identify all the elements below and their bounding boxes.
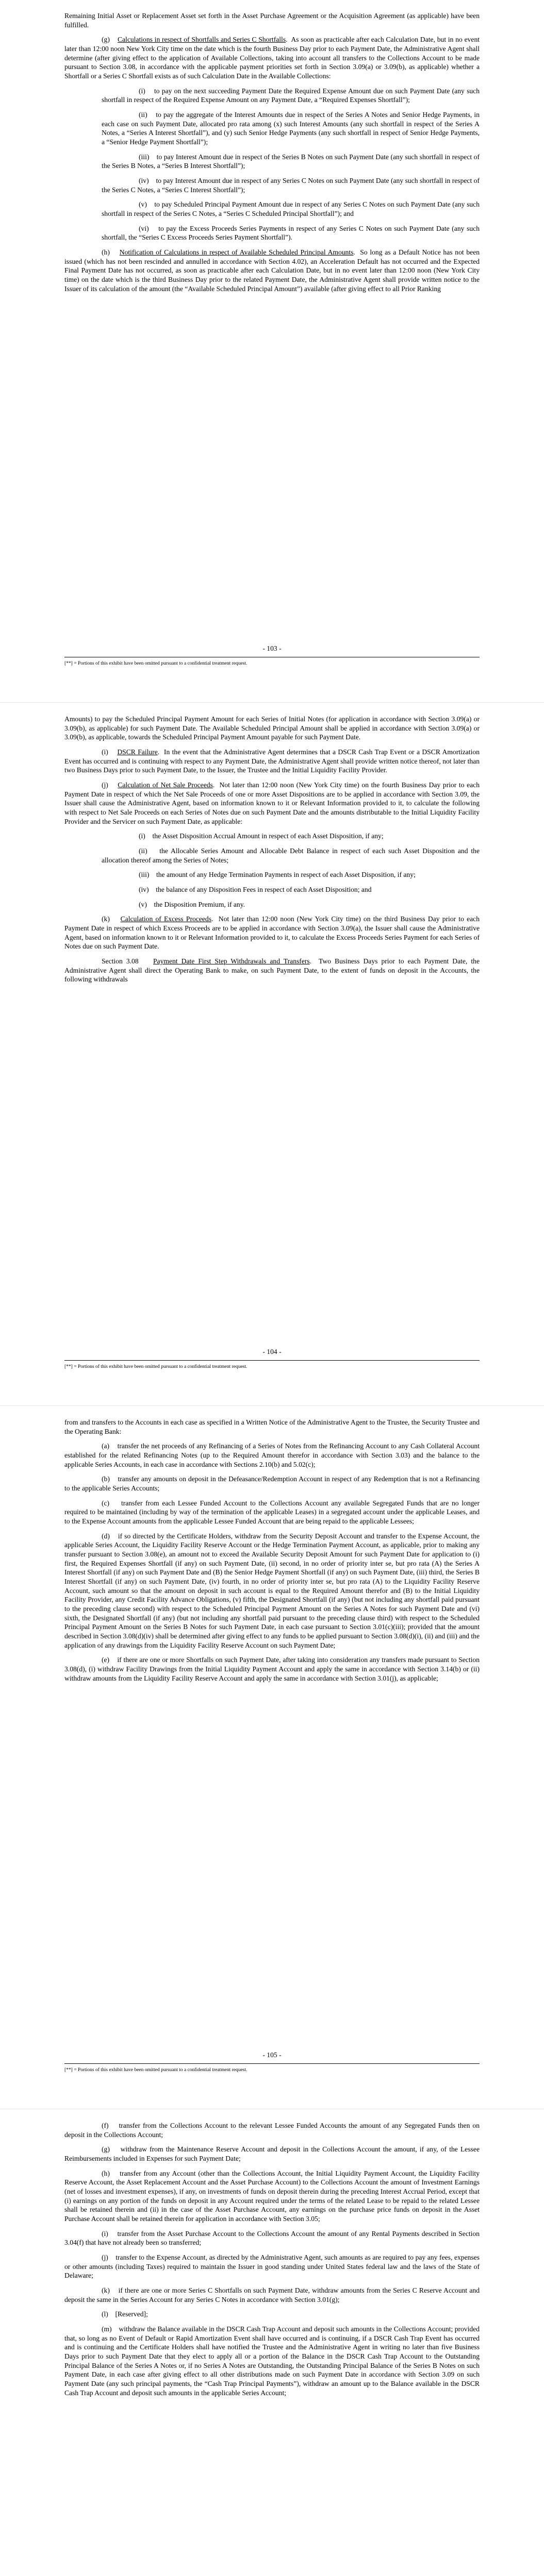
list-item: (iv) to pay Interest Amount due in respect of any Series C Notes on such Payment Date (any such shortfall in respect of the Series C Notes, a “Series C Interest Shortfall”); — [102, 177, 480, 194]
list-item: (j) transfer to the Expense Account, as directed by the Administrative Agent, such amounts as are required to pay any fees, expenses or other amounts (including Taxes) required to maintain the Issuer in good standing under United States federal law and the laws of the State of Delaware; — [64, 2253, 480, 2280]
list-item: (e) if there are one or more Shortfalls on such Payment Date, after taking into consideration any transfers made pursuant to Section 3.08(d), (i) withdraw Facility Drawings from the Initial Liquidity Payment Account and apply the same in accordance with Section 3.14(b) or (ii) withdraw amounts from the Liquidity Facility Reserve Account and apply the same in accordance with Section 3.01(j), as applicable; — [64, 1656, 480, 1682]
section-heading-h: (h) Notification of Calculations in respect of Available Scheduled Principal Amounts. So long as a Default Notice has not been issued (which has not been rescinded and annulled in accordance with Section 4.02), an Acceleration Default has not occurred and the Expected Final Payment Date has not occurred, as soon as practicable after each Calculation Date, but in no event later than 12:00 noon (New York City time) on the date which is the third Business Day prior to the related Payment Date, the Administrative Agent shall provide written notice to the Issuer of its calculation of the amount (the “Available Scheduled Principal Amount”) available (after giving effect to all Prior Ranking — [64, 248, 480, 293]
page-content — [64, 2121, 480, 2403]
list-item: (k) if there are one or more Series C Shortfalls on such Payment Date, withdraw amounts from the Series C Reserve Account and deposit the same in the Series Account for any Series C Notes in accordance with Section 3.01(g); — [64, 2286, 480, 2303]
list-item: (v) the Disposition Premium, if any. — [139, 900, 245, 908]
page-number: - 104 - — [262, 1348, 282, 1355]
page-content — [64, 715, 480, 990]
page-number: - 103 - — [262, 645, 282, 652]
page-103 — [0, 0, 544, 703]
list-item: (i) the Asset Disposition Accrual Amount in respect of each Asset Disposition, if any; — [139, 832, 384, 840]
list-item: (f) transfer from the Collections Account to the relevant Lessee Funded Accounts the amount of any Segregated Funds then on deposit in the Collections Account; — [64, 2122, 480, 2139]
confidential-footnote: [**] = Portions of this exhibit have been omitted pursuant to a confidential treatment request. — [64, 2063, 480, 2073]
section-3-08-heading: Section 3.08 Payment Date First Step Withdrawals and Transfers. Two Business Days prior to each Payment Date, the Administrative Agent shall direct the Operating Bank to make, on such Payment Date, to the extent of funds on deposit in the Accounts, the following withdrawals — [64, 957, 480, 984]
page-content — [64, 11, 480, 299]
page-105 — [0, 1406, 544, 2110]
paragraph: Remaining Initial Asset or Replacement Asset set forth in the Asset Purchase Agreement or the Acquisition Agreement (as applicable) have been fulfilled. — [64, 12, 480, 29]
page-separator — [0, 702, 544, 703]
list-item: (ii) to pay the aggregate of the Interest Amounts due in respect of the Series A Notes and Senior Hedge Payments, in each case on such Payment Date, allocated pro rata among (x) such Interest Amounts (any such shortfall in respect of the Series A Notes, a “Series A Interest Shortfall”), and (y) such Senior Hedge Payments (any such shortfall in respect of Senior Hedge Payments, a “Senior Hedge Payment Shortfall”); — [102, 111, 480, 146]
list-item: (i) to pay on the next succeeding Payment Date the Required Expense Amount due on such Payment Date (any such shortfall in respect of the Required Expense Amount on any Payment Date, a “Required Expenses Shortfall”); — [102, 87, 480, 104]
confidential-footnote: [**] = Portions of this exhibit have been omitted pursuant to a confidential treatment request. — [64, 1360, 480, 1370]
page-content — [64, 1418, 480, 1688]
list-item: (a) transfer the net proceeds of any Refinancing of a Series of Notes from the Refinancing Account to any Cash Collateral Account established for the related Refinancing Notes (up to the Required Amount therefor in accordance with Section 3.03) and the balance to the applicable Series Accounts, in each case in accordance with Sections 2.10(b) and 5.02(c); — [64, 1442, 480, 1468]
list-item: (iii) the amount of any Hedge Termination Payments in respect of each Asset Disposition, if any; — [139, 871, 416, 879]
page-104 — [0, 703, 544, 1406]
list-item: (iii) to pay Interest Amount due in respect of the Series B Notes on such Payment Date (any such shortfall in respect of the Series B Notes, a “Series B Interest Shortfall”); — [102, 152, 480, 170]
list-item: (ii) the Allocable Series Amount and Allocable Debt Balance in respect of each such Asset Disposition and the allocation thereof among the Series of Notes; — [102, 847, 480, 864]
list-item: (iv) the balance of any Disposition Fees in respect of each Asset Disposition; and — [139, 886, 372, 894]
list-item: (vi) to pay the Excess Proceeds Series Payments in respect of any Series C Notes on such Payment Date (any such shortfall, the “Series C Excess Proceeds Series Payment Shortfall”). — [102, 224, 480, 242]
page-106 — [0, 2110, 544, 2576]
list-item: (i) transfer from the Asset Purchase Account to the Collections Account the amount of any Rental Payments described in Section 3.04(f) that have not already been so transferred; — [64, 2229, 480, 2247]
page-number: - 105 - — [262, 2051, 282, 2059]
list-item: (d) if so directed by the Certificate Holders, withdraw from the Security Deposit Account and transfer to the Expense Account, the applicable Series Account, the Liquidity Facility Reserve Account or the Hedge Termination Payment Account, as applicable, prior to making any transfer pursuant to Section 3.08(e), an amount not to exceed the Available Security Deposit Amount for such Payment Date for application to (i) first, the Required Expenses Shortfall (if any) on such Payment Date, (ii) second, in no order of priority inter se, but pro rata (A) the Series A Interest Shortfall (if any) on such Payment Date and (B) the Senior Hedge Payment Shortfall (if any) on such Payment Date, (iii) third, the Series B Interest Shortfall (if any) on such Payment Date, (iv) fourth, in no order of priority inter se, but pro rata (A) to the Liquidity Facility Reserve Account, such amount so that the amount on deposit in such account is equal to the Required Amount therefor and (B) to the Initial Liquidity Facility Provider, any Credit Facility Advance Obligations, (v) fifth, the Designated Shortfall (if any) (but not including any shortfall paid pursuant to the preceding clause second) with respect to the Scheduled Principal Payment Amount on the Series A Notes for such Payment Date and (vi) sixth, the Designated Shortfall (if any) (but not including any shortfall paid pursuant to the preceding clause third) with respect to the Scheduled Principal Payment Amount on the Series B Notes for such Payment Date, in each case pursuant to Section 3.01(c)(iii); provided that the amount described in Section 3.08(d)(iv) shall be determined after giving effect to any funds to be applied pursuant to Section 3.08(d)(i), (ii) and (iii) and the application of any drawings from the Liquidity Facility Reserve Account on such Payment Date; — [64, 1532, 480, 1649]
paragraph: Amounts) to pay the Scheduled Principal Payment Amount for each Series of Initial Notes (for application in accordance with Section 3.09(a) or 3.09(b), as applicable) for such Payment Date. The Available Scheduled Principal Amount shall be applied in accordance with Section 3.09(a) or 3.09(b), as applicable, towards the Scheduled Principal Payment Amount payable for such Payment Date. — [64, 715, 480, 741]
list-item: (g) withdraw from the Maintenance Reserve Account and deposit in the Collections Account the amount, if any, of the Lessee Reimbursements included in Expenses for such Payment Date; — [64, 2145, 480, 2163]
paragraph: from and transfers to the Accounts in each case as specified in a Written Notice of the Administrative Agent to the Trustee, the Security Trustee and the Operating Bank: — [64, 1418, 480, 1435]
list-item: (h) transfer from any Account (other than the Collections Account, the Initial Liquidity Payment Account, the Liquidity Facility Reserve Account, the Asset Replacement Account and the Asset Purchase Account) to the Collections Account the amount of Investment Earnings (net of losses and investment expenses), if any, on investments of funds on deposit therein during the preceding Interest Accrual Period, except that (i) earnings on any portion of the funds on deposit in any Account required under the terms of the related Lease to be repaid to the related Lessee shall be retained therein and (ii) in the case of the Asset Purchase Account, any earnings on the purchase price funds on deposit in the Asset Purchase Account shall be retained therein for application in accordance with Section 3.05; — [64, 2169, 480, 2223]
confidential-footnote: [**] = Portions of this exhibit have been omitted pursuant to a confidential treatment request. — [64, 657, 480, 667]
list-item: (l) [Reserved]; — [102, 2310, 148, 2318]
list-item: (m) withdraw the Balance available in the DSCR Cash Trap Account and deposit such amounts in the Collections Account; provided that, so long as no Event of Default or Rapid Amortization Event shall have occurred and is continuing, if a DSCR Cash Trap Event has occurred and is continuing and the Certificate Holders shall have notified the Trustee and the Administrative Agent in writing no later than five Business Days prior to such Payment Date that they elect to apply all or a portion of the Balance in the DSCR Cash Trap Account to the Outstanding Principal Balance of the Series A Notes or, if no Series A Notes are Outstanding, the Outstanding Principal Balance of the Series B Notes on such Payment Date, in each case after giving effect to all other distributions made on such Payment Date in accordance with Section 3.09 on such Payment Date (any such principal payments, the “Cash Trap Principal Payments”), withdraw an amount up to the Balance available in the DSCR Cash Trap Account and deposit such amounts in the applicable Series Account; — [64, 2325, 480, 2397]
section-heading-k: (k) Calculation of Excess Proceeds. Not later than 12:00 noon (New York City time) on the third Business Day prior to each Payment Date in respect of which Excess Proceeds are to be applied in accordance with Section 3.09(a), the Issuer shall cause the Administrative Agent, based on information known to it or Relevant Information provided to it, to calculate the Excess Proceeds Series Payment for each Series of Notes due on such Payment Date. — [64, 915, 480, 951]
section-heading-i: (i) DSCR Failure. In the event that the Administrative Agent determines that a DSCR Cash Trap Event or a DSCR Amortization Event has occurred and is continuing with respect to any Payment Date, the Administrative Agent shall provide written notice thereof, not later than two Business Days prior to such Payment Date, to the Issuer, the Trustee and the Initial Liquidity Facility Provider. — [64, 748, 480, 774]
list-item: (c) transfer from each Lessee Funded Account to the Collections Account any available Segregated Funds that are no longer required to be maintained (including by way of the termination of the applicable Leases) in a segregated account under the applicable Leases, and to the Expense Account amounts from the applicable Lessee Funded Account that are being repaid to the applicable Lessees; — [64, 1499, 480, 1526]
list-item: (b) transfer any amounts on deposit in the Defeasance/Redemption Account in respect of any Redemption that is not a Refinancing to the applicable Series Accounts; — [64, 1475, 480, 1493]
section-heading-j: (j) Calculation of Net Sale Proceeds. Not later than 12:00 noon (New York City time) on the fourth Business Day prior to each Payment Date in respect of which the Net Sale Proceeds of one or more Asset Dispositions are to be applied in accordance with Section 3.09, the Issuer shall cause the Administrative Agent, based on information known to it or Relevant Information provided to it, to calculate the following with respect to Net Sale Proceeds on each Series of Notes due on such Payment Date and the amounts distributable to the Initial Liquidity Facility Provider and the Servicer on such Payment Date, as applicable: — [64, 781, 480, 825]
list-item: (v) to pay Scheduled Principal Payment Amount due in respect of any Series C Notes on such Payment Date (any such shortfall in respect of the Series C Notes, a “Series C Scheduled Principal Shortfall”); and — [102, 200, 480, 218]
section-heading-g: (g) Calculations in respect of Shortfalls and Series C Shortfalls. As soon as practicable after each Calculation Date, but in no event later than 12:00 noon New York City time on the date which is the fourth Business Day prior to each Payment Date, the Administrative Agent shall determine (after giving effect to the application of Available Collections, taking into account all transfers to the Collections Account to be made pursuant to Section 3.08, in accordance with the applicable payment priorities set forth in Section 3.09(a) or 3.09(b), as applicable) whether a Shortfall or a Series C Shortfall exists as of such Calculation Date in the Available Collections: — [64, 36, 480, 80]
page-separator — [0, 1405, 544, 1406]
